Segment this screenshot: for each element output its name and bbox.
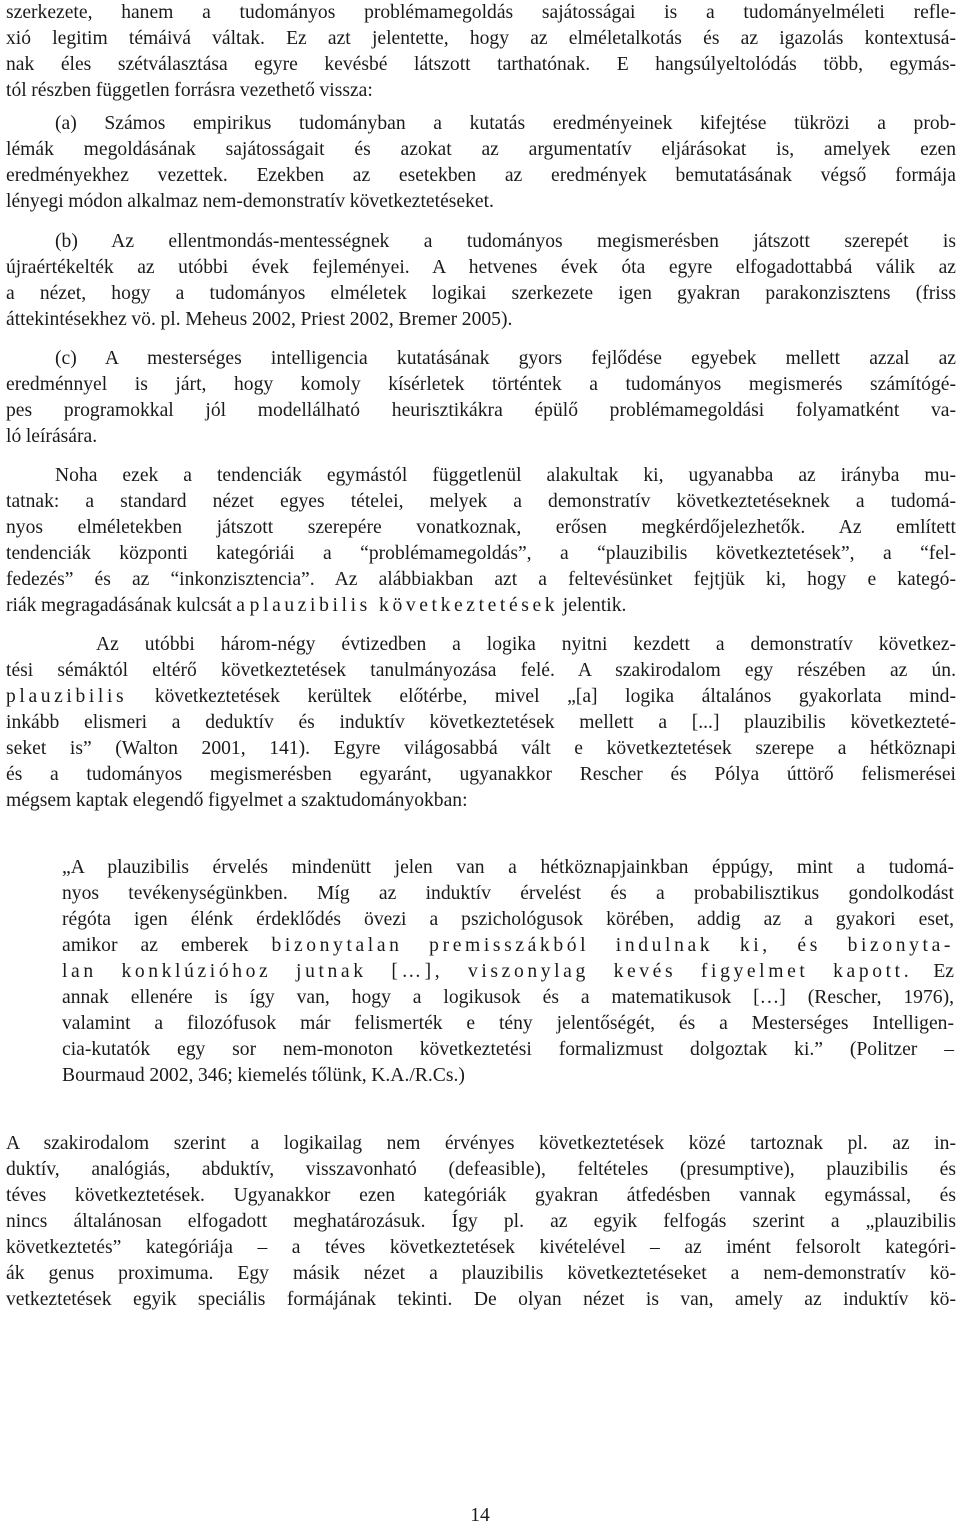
text-line: (b) Az ellentmondás-mentességnek a tudományos megismerésben játszott szerepét is (55, 231, 956, 252)
text-line: eredménnyel is járt, hogy komoly kísérletek történtek a tudományos megismerés számítógé- (6, 374, 956, 395)
text-line: nyos elméletekben játszott szerepére vonatkoznak, erősen megkérdőjelezhetők. Az említett (6, 517, 956, 538)
text-line: pes programokkal jól modellálható heurisztikákra épülő problémamegoldási folyamatként va- (6, 400, 956, 421)
text-line: a nézet, hogy a tudományos elméletek logikai szerkezete igen gyakran parakonzisztens (friss (6, 283, 956, 304)
quote-line: cia-kutatók egy sor nem-monoton következtetési formalizmust dolgoztak ki.” (Politzer – (62, 1039, 954, 1060)
text-line: tatnak: a standard nézet egyes tételei, melyek a demonstratív következtetéseknek a tudomá- (6, 491, 956, 512)
emphasized-passage: lan konklúzióhoz jutnak […], viszonylag kevés figyelmet kapott. (62, 961, 913, 982)
quote-line (62, 959, 954, 985)
line-text: amikor az emberek (62, 935, 249, 956)
text-line: inkább elismeri a deduktív és induktív következtetések mellett a [...] plauzibilis következteté- (6, 712, 956, 733)
text-line: lényegi módon alkalmaz nem-demonstratív következtetéseket. (6, 191, 494, 212)
emphasized-passage: bizonytalan premisszákból indulnak ki, és bizonyta- (271, 935, 954, 956)
quote-line: valamint a filozófusok már felismerték e tény jelentőségét, és a Mesterséges Intelligen- (62, 1013, 954, 1034)
text-line: fedezés” és az “inkonzisztencia”. Az alábbiakban azt a feltevésünket fejtjük ki, hogy e kategó- (6, 569, 956, 590)
text-line: ló leírására. (6, 426, 98, 447)
text-line: vetkeztetések egyik speciális formájának tekinti. De olyan nézet is van, amely az induktív kö- (6, 1289, 956, 1310)
line-text: jelentik. (562, 595, 627, 616)
text-line (6, 684, 956, 710)
emphasized-term: plauzibilis következtetések (249, 595, 559, 616)
text-line: (c) A mesterséges intelligencia kutatásának gyors fejlődése egyebek mellett azzal az (55, 348, 956, 369)
quote-line: Bourmaud 2002, 346; kiemelés tőlünk, K.A./R.Cs.) (62, 1065, 465, 1086)
line-text: következtetések kerültek előtérbe, mivel „[a] logika általános gyakorlata mind- (154, 686, 956, 707)
quote-line: annak ellenére is így van, hogy a logikusok és a matematikusok […] (Rescher, 1976), (62, 987, 954, 1008)
text-line: seket is” (Walton 2001, 141). Egyre világosabbá vált e következtetések szerepe a hétköznapi (6, 738, 956, 759)
text-line: tendenciák központi kategóriái a “problémamegoldás”, a “plauzibilis következtetések”, a “fel- (6, 543, 956, 564)
text-line: Az utóbbi három-négy évtizedben a logika nyitni kezdett a demonstratív következ- (96, 634, 956, 655)
text-line: nak éles szétválasztása egyre kevésbé látszott tarthatónak. E hangsúlyeltolódás több, egymás- (6, 54, 956, 75)
line-text: Ez (933, 961, 954, 982)
text-line: tési sémáktól eltérő következtetések tanulmányozása felé. A szakirodalom egy részében az ún. (6, 660, 956, 681)
text-line: következtetés” kategóriája – a téves következtetések kivételével – az imént felsorolt kategóri- (6, 1237, 956, 1258)
text-line: szerkezete, hanem a tudományos problémamegoldás sajátosságai is a tudományelméleti refle- (6, 2, 956, 23)
text-line: A szakirodalom szerint a logikailag nem érvényes következtetések közé tartoznak pl. az in- (6, 1133, 956, 1154)
text-line: újraértékelték az utóbbi évek fejleményei. A hetvenes évek óta egyre elfogadottabbá válik az (6, 257, 956, 278)
page-number: 14 (470, 1505, 490, 1526)
quote-line: „A plauzibilis érvelés mindenütt jelen van a hétköznapjainkban éppúgy, mint a tudomá- (62, 857, 954, 878)
text-line (6, 593, 956, 619)
text-line: mégsem kaptak elegendő figyelmet a szaktudományokban: (6, 790, 468, 811)
text-line: lémák megoldásának sajátosságait és azokat az argumentatív eljárásokat is, amelyek ezen (6, 139, 956, 160)
emphasized-term: plauzibilis (6, 686, 128, 707)
text-line: nincs általánosan elfogadott meghatározásuk. Így pl. az egyik felfogás szerint a „plauzibilis (6, 1211, 956, 1232)
text-line: áttekintésekhez vö. pl. Meheus 2002, Priest 2002, Bremer 2005). (6, 309, 513, 330)
quote-line (62, 933, 954, 959)
quote-line: régóta igen élénk érdeklődés övezi a pszichológusok körében, addig az a gyakori eset, (62, 909, 954, 930)
text-line: ák genus proximuma. Egy másik nézet a plauzibilis következtetéseket a nem-demonstratív kö- (6, 1263, 956, 1284)
quote-line: nyos tevékenységünkben. Míg az induktív érvelést és a probabilisztikus gondolkodást (62, 883, 954, 904)
text-line: tól részben független forrásra vezethető vissza: (6, 80, 373, 101)
line-text: riák megragadásának kulcsát a (6, 595, 246, 616)
text-line: xió legitim témáivá váltak. Ez azt jelentette, hogy az elméletalkotás és az igazolás kontextusá- (6, 28, 956, 49)
text-line: és a tudományos megismerésben egyaránt, ugyanakkor Rescher és Pólya úttörő felismerései (6, 764, 956, 785)
text-line: Noha ezek a tendenciák egymástól függetlenül alakultak ki, ugyanabba az irányba mu- (55, 465, 956, 486)
text-line: duktív, analógiás, abduktív, visszavonható (defeasible), feltételes (presumptive), plauzibilis és (6, 1159, 956, 1180)
text-line: téves következtetések. Ugyanakkor ezen kategóriák gyakran átfedésben vannak egymással, és (6, 1185, 956, 1206)
text-line: (a) Számos empirikus tudományban a kutatás eredményeinek kifejtése tükrözi a prob- (55, 113, 956, 134)
text-line: eredményekhez vezettek. Ezekben az esetekben az eredmények bemutatásának végső formája (6, 165, 956, 186)
